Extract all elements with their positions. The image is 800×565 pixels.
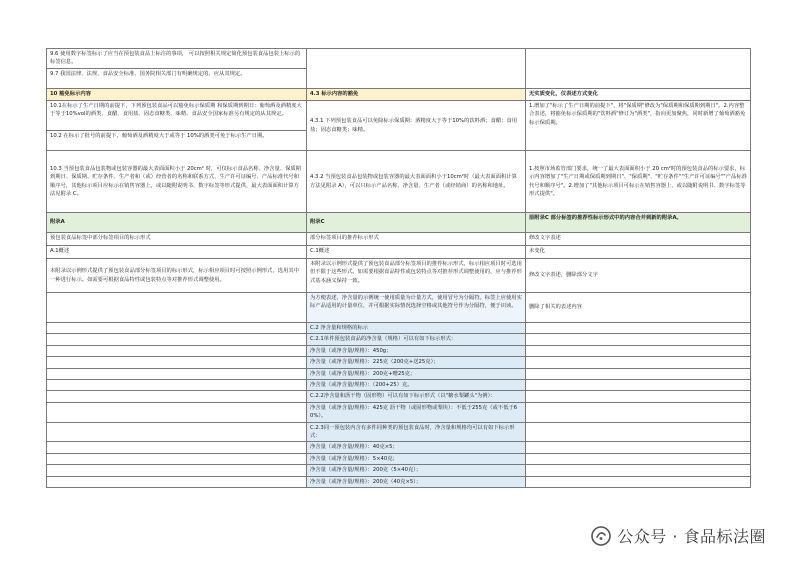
table-row: [47, 334, 751, 345]
appendix-a-subtitle-text: 预包装食品标签中部分标签项目的标示形式: [50, 235, 151, 241]
table-row: [47, 402, 751, 422]
c2-3-example: 净含量（或净含量/规格）：40克×5；: [307, 442, 526, 453]
section-title-10: 10 豁免标示内容: [47, 89, 307, 101]
table-row: [47, 49, 751, 69]
empty-cell: [47, 402, 307, 422]
clause-9-7: 9.7 我国法律、法规、食品安全标准、国务院相关部门有明确规定的，应从其规定。: [47, 69, 307, 89]
c2-1-example: 净含量（或净含量/规格）：（200+25）克。: [307, 380, 526, 391]
empty-cell: [47, 391, 307, 402]
a1-body-change: 修改文字表述，删除部分文字: [526, 259, 751, 293]
c2-1-example: 净含量（或净含量/规格）：450g；: [307, 345, 526, 356]
c2-2: C.2.2净含量和沥干物（固形物）可以有如下标示形式（以"糖水梨罐头"为例）：: [307, 391, 526, 402]
c2-heading: C.2 净含量和规格的标示: [307, 323, 526, 334]
empty-cell: [47, 422, 307, 442]
c2-3-example: 净含量（或净含量/规格）：200克（40克×5）；: [307, 476, 526, 487]
c1-body: 本附录以示例形式提供了预包装食品部分标签项目的推荐标示形式，标示相应项目时可选用但不限于这些形式。如需要根据食品特性或包装特点等对推荐形式调整使用的，应与推荐形式基本涵义保持一致。: [307, 259, 526, 293]
change-note-10-3: 1.按照市场监管部门要求，统一了最大表面面积小于 20 cm²时的预包装食品的标示要求，标示内容增加了"生产日期或保质期到期日"、"保质期"、"贮存条件""生产许可证编号""产品标准代号和顺序号"。2.增加了"其他标示项目可标示在销售容器上，或以随附说明书、数字标签等形式提供"。: [526, 151, 751, 213]
empty-cell: [526, 422, 751, 442]
empty-cell: [307, 49, 526, 89]
clause-9-6: 9.6 使用数字标签标示了应当在预包装食品上标注的事项， 可以按照相关规定简化预包装食品包装上标示的标签信息。: [47, 49, 307, 69]
section-header-row: [47, 89, 751, 101]
table-row: [47, 453, 751, 464]
empty-cell: [526, 323, 751, 334]
appendix-change-note: 原附录C 部分标签的推荐性标示形式中的内容合并到新的附录A。: [526, 213, 751, 233]
watermark-text: 公众号 · 食品标法圈: [617, 527, 766, 546]
change-summary: 无实质变化，仅表述方式变化: [526, 89, 751, 101]
table-row: [47, 465, 751, 476]
empty-cell: [526, 476, 751, 487]
empty-cell: [526, 345, 751, 356]
table-row: [47, 422, 751, 442]
table-row: [47, 380, 751, 391]
table-row: [47, 391, 751, 402]
empty-cell: [526, 402, 751, 422]
c2-3-example: 净含量（或净含量/规格）：200克（5×40克）；: [307, 465, 526, 476]
wechat-official-account-icon: [591, 526, 611, 546]
c1-note-change: 删除了相关的表述内容: [526, 293, 751, 323]
clause-10-2: 10.2 在标示了批号的前提下，葡萄酒及酒精度大于或等于 10%的酒类可免于标示生产日期。: [47, 131, 307, 151]
empty-cell: [47, 345, 307, 356]
empty-cell: [47, 442, 307, 453]
c1-heading: C.1概述: [307, 246, 526, 259]
c1-note: 为方便表述，净含量的示例统一使用质量为计量方式，使用冒号为分隔符。标签上应使用实际产品适用的计量单位，并可根据实际情况选择空格或其他符号作为分隔符，便于识读。: [307, 293, 526, 323]
appendix-c-title: 附录C: [307, 213, 526, 233]
c2-1-example: 净含量（或净含量/规格）：225克（200克+送25克）；: [307, 357, 526, 368]
empty-cell: [47, 293, 307, 323]
empty-cell: [47, 323, 307, 334]
change-note-10: 1.增加了"标示了生产日期的前提下"，将"保质期"修改为"保质期和保质期到期日"。2.内容整合表述，将豁免标示保质期的"饮料酒"修订为"酒类"，指向更加聚焦，同时新增了葡萄酒豁免标示保质期。: [526, 101, 751, 151]
table-row: [47, 246, 751, 259]
a1-heading: A.1概述: [47, 246, 307, 259]
clause-10-1: 10.1在标示了生产日期的前提下，下列预包装食品可以豁免标示保质期 和保质期到期日：葡萄酒及酒精度大于等于10%vol的酒类、食醋、食用盐、固态食糖类、味精、食品安全国家标准另有规定的从其规定。: [47, 101, 307, 131]
empty-cell: [47, 357, 307, 368]
empty-cell: [47, 368, 307, 379]
c2-1-example: 净含量（或净含量/规格）：200克+赠25克；: [307, 368, 526, 379]
table-row: [47, 476, 751, 487]
table-row: [47, 323, 751, 334]
empty-cell: [526, 453, 751, 464]
empty-cell: [526, 49, 751, 89]
table-row: [47, 151, 751, 213]
clause-4-3-2: 4.3.2 当预包装食品包装物或包装容器的最大表面面积小于10cm²时（最大表面面积计算方法见附录 A），可以只标示产品名称、净含量、生产者（或经销商）的名称和地址。: [307, 151, 526, 213]
appendix-a-title: 附录A: [47, 213, 307, 233]
c2-3: C.2.3同一预包装内含有多件同种类的预包装食品时，净含量和规格均可以有如下标示形式：: [307, 422, 526, 442]
empty-cell: [526, 334, 751, 345]
appendix-c-subtitle: 部分标签项目的推荐标示形式: [307, 233, 526, 246]
empty-cell: [526, 380, 751, 391]
empty-cell: [526, 357, 751, 368]
watermark: [591, 524, 766, 547]
table-row: [47, 345, 751, 356]
appendix-header-row: [47, 213, 751, 233]
table-row: [47, 101, 751, 131]
empty-cell: [47, 453, 307, 464]
empty-cell: [526, 442, 751, 453]
empty-cell: [526, 368, 751, 379]
subtitle-change: 修改文字表述: [526, 233, 751, 246]
appendix-a-subtitle: [47, 233, 307, 246]
empty-cell: [47, 465, 307, 476]
clause-10-3: 10.3 当预包装食品包装物或包装容器的最大表面面积小于 20cm² 时，可仅标示食品名称、净含量、保质期到期日、保质期、贮存条件、生产者和（或）经营者的名称和联系方式、生产许可证编号、产品标准代号和顺序号，其他标示项目应标示在销售容器上，或以随附说明书、数字标签等形式提供，最大表面面积计算方法见附录 C。: [47, 151, 307, 213]
table-row: [47, 293, 751, 323]
c2-1: C.2.1单件预包装食品的净含量（规格）可以有如下标示形式：: [307, 334, 526, 345]
comparison-table: [46, 48, 751, 488]
empty-cell: [47, 476, 307, 487]
section-title-4-3: 4.3 标示内容的豁免: [307, 89, 526, 101]
empty-cell: [526, 391, 751, 402]
a1-body: 本附录以示例形式提供了预包装食品部分标签项目的标示形式，标示相应项目时可按照示例形式，选用其中一种进行标示。如需要可根据食品特性或包装特点等对推荐形式调整使用。: [47, 259, 307, 293]
c2-2-example: 净含量（或净含量/规格）：425克 沥干物（或固形物或梨块）：不低于255克（或不低于60%）。: [307, 402, 526, 422]
table-row: [47, 442, 751, 453]
c2-3-example: 净含量（或净含量/规格）：5×40克；: [307, 453, 526, 464]
clause-4-3-1: [307, 101, 526, 151]
empty-cell: [47, 334, 307, 345]
table-row: [47, 368, 751, 379]
table-row: [47, 259, 751, 293]
table-row: [47, 357, 751, 368]
clause-4-3-1-text: 4.3.1 下列预包装食品可以免除标示保质期：酒精度大于等于10%的饮料酒；食醋；食用盐；固态食糖类；味精。: [310, 118, 518, 133]
a1-change: 未变化: [526, 246, 751, 259]
empty-cell: [47, 380, 307, 391]
table-row: [47, 233, 751, 246]
empty-cell: [526, 465, 751, 476]
